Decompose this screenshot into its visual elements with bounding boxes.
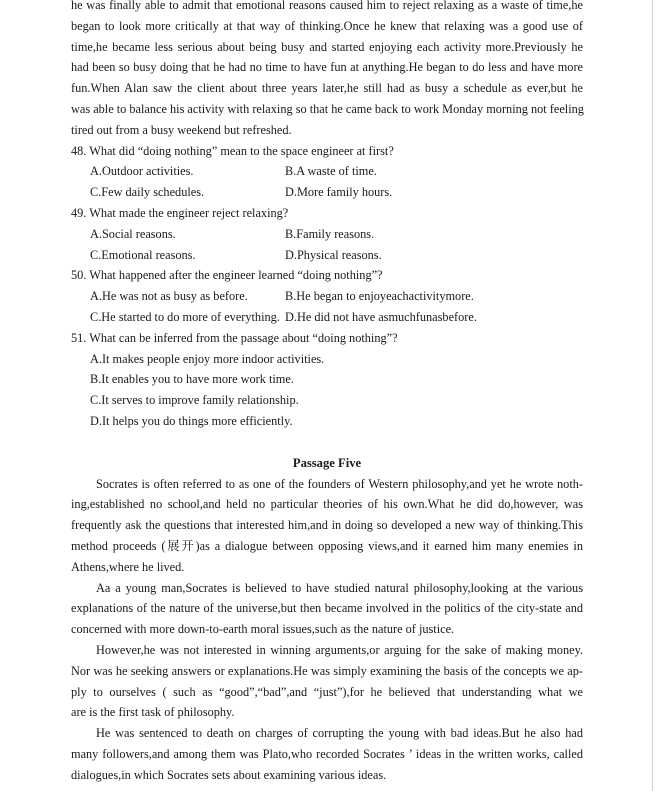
text-line: he was finally able to admit that emotional reasons caused him to reject relaxing as a waste of time,he: [71, 0, 583, 12]
passage-title: Passage Five: [292, 455, 362, 470]
text-line: Socrates is often referred to as one of the founders of Western philosophy,and yet he wrote noth-: [96, 476, 583, 491]
text-line: He was sentenced to death on charges of corrupting the young with bad ideas.But he also had: [96, 726, 583, 741]
page-edge: [652, 0, 653, 791]
text-line: fun.When Alan saw the client about three years later,he still had as busy a schedule as ever,but he: [71, 81, 583, 96]
option-c: C.He started to do more of everything.: [90, 309, 280, 324]
option-row: [71, 245, 583, 266]
text-line: was able to balance his activity with relaxing so that he came back to work Monday morning not feeling: [71, 101, 584, 116]
question-48: [71, 141, 583, 203]
text-line: dialogues,in which Socrates sets about examining various ideas.: [71, 767, 387, 782]
question-stem: 51. What can be inferred from the passage about “doing nothing”?: [71, 330, 398, 345]
option-a: A.Outdoor activities.: [90, 164, 194, 179]
question-49: [71, 203, 583, 265]
option-row: [71, 286, 583, 307]
text-line: frequently ask the questions that interested him,and in doing so developed a new way of thinking.This: [71, 518, 583, 533]
question-50: [71, 265, 583, 327]
question-stem: 49. What made the engineer reject relaxing?: [71, 205, 289, 220]
text-line: began to look more critically at that way of thinking.Once he knew that relaxing was a good use of: [71, 18, 583, 33]
text-line: method proceeds (展开)as a dialogue between opposing views,and it earned him many enemies in: [71, 538, 583, 553]
paragraph: [71, 474, 583, 578]
option-a: A.Social reasons.: [90, 226, 176, 241]
text-line: Aa a young man,Socrates is believed to have studied natural philosophy,looking at the various: [96, 580, 583, 595]
option-b: B.A waste of time.: [285, 164, 377, 179]
text-line: had been so busy doing that he had no time to have fun at anything.He began to do less and have more: [71, 60, 583, 75]
paragraph: [71, 640, 583, 723]
text-line: Nor was he seeking answers or explanations.He was simply examining the basis of the concepts we ap-: [71, 663, 583, 678]
option-b: B.Family reasons.: [285, 226, 375, 241]
option-a: A.He was not as busy as before.: [90, 289, 248, 304]
option-c: C.Few daily schedules.: [90, 185, 205, 200]
document-page: [71, 0, 583, 785]
text-line: are is the first task of philosophy.: [71, 705, 235, 720]
paragraph: [71, 578, 583, 640]
text-line: time,he became less serious about being busy and started enjoying each activity more.Previously he: [71, 39, 583, 54]
option-d: D.Physical reasons.: [285, 247, 382, 262]
option-c: C.Emotional reasons.: [90, 247, 196, 262]
question-stem: 48. What did “doing nothing” mean to the space engineer at first?: [71, 143, 394, 158]
question-stem: 50. What happened after the engineer learned “doing nothing”?: [71, 268, 383, 283]
text-line: concerned with more down-to-earth moral issues,such as the nature of justice.: [71, 622, 455, 637]
option-b: B.He began to enjoyeachactivitymore.: [285, 289, 474, 304]
text-line: tired out from a busy weekend but refreshed.: [71, 122, 292, 137]
paragraph: [71, 723, 583, 785]
option-d: D.It helps you do things more efficiently.: [90, 413, 293, 428]
text-line: ing,established no school,and held no particular theories of his own.What he did do,however, was: [71, 497, 583, 512]
text-line: explanations of the nature of the universe,but then became involved in the politics of the city-state and: [71, 601, 583, 616]
option-b: B.It enables you to have more work time.: [90, 372, 294, 387]
option-c: C.It serves to improve family relationship.: [90, 393, 299, 408]
option-row: [71, 224, 583, 245]
text-line: Athens,where he lived.: [71, 559, 185, 574]
option-d: D.He did not have asmuchfunasbefore.: [285, 309, 477, 324]
option-row: [71, 307, 583, 328]
text-line: ply to ourselves ( such as “good”,“bad”,and “just”),for he believed that understanding what we: [71, 684, 583, 699]
text-line: However,he was not interested in winning arguments,or arguing for the sake of making money.: [96, 642, 583, 657]
passage-four-ending: [71, 0, 583, 141]
option-row: [71, 161, 583, 182]
section-gap: [71, 432, 583, 453]
option-d: D.More family hours.: [285, 185, 393, 200]
text-line: many followers,and among them was Plato,who recorded Socrates ’ ideas in the written works, called: [71, 746, 583, 761]
question-51: [71, 328, 583, 432]
option-a: A.It makes people enjoy more indoor activities.: [90, 351, 325, 366]
option-row: [71, 182, 583, 203]
passage-five-body: [71, 474, 583, 786]
